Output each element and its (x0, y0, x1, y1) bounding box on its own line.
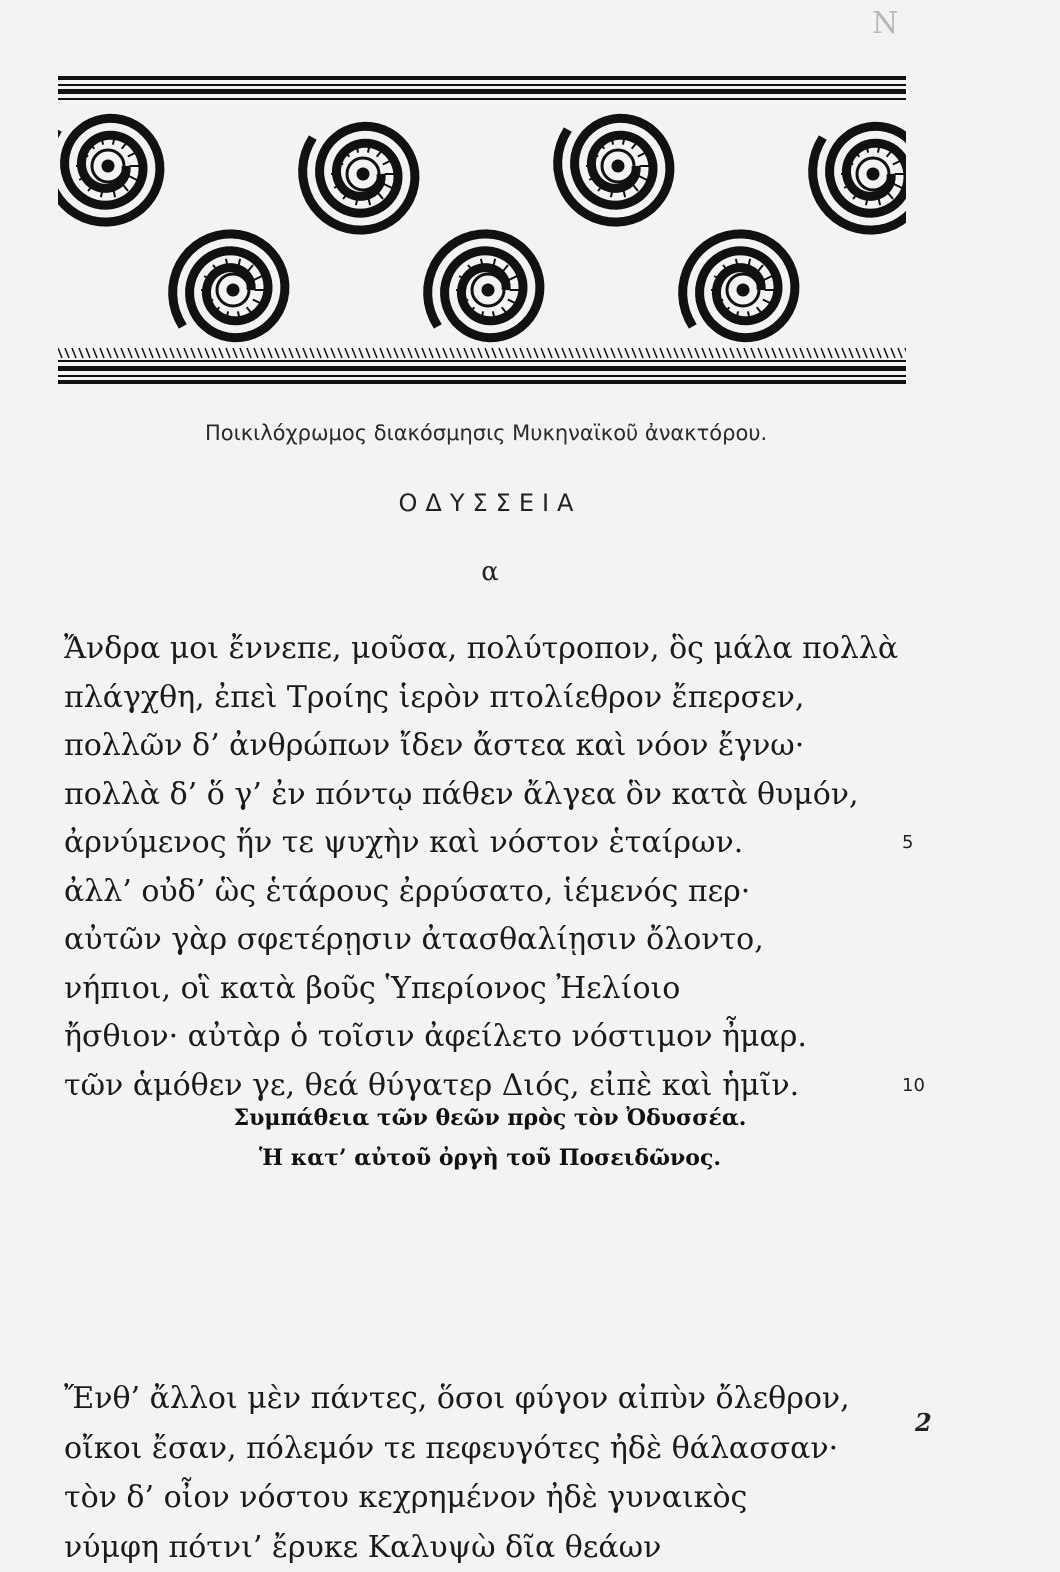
hatch-mark (121, 348, 125, 358)
hatch-mark (254, 348, 258, 358)
hatch-mark (555, 348, 559, 358)
hatch-mark (436, 348, 440, 358)
rosette-ray (887, 191, 893, 199)
hatch-mark (226, 348, 230, 358)
hatch-mark (884, 348, 888, 358)
hatch-mark (583, 348, 587, 358)
verse-line: πολλὰ δ’ ὅ γ’ ἐν πόντῳ πάθεν ἄλγεα ὃν κατὰ θυμόν, (64, 771, 924, 820)
hatch-mark (863, 348, 867, 358)
hatch-mark (534, 348, 538, 358)
page-number: 2 (915, 1408, 932, 1437)
verse-line: ἀλλ’ οὐδ’ ὣς ἑτάρους ἐρρύσατο, ἱέμενός περ· (64, 868, 924, 917)
hatch-mark (478, 348, 482, 358)
rosette-ray (757, 265, 763, 273)
verse-line: τῶν ἁμόθεν γε, θεά θύγατερ Διός, εἰπὲ καὶ ἡμῖν. 10 (64, 1062, 924, 1111)
hatch-mark (317, 348, 321, 358)
hatch-mark (709, 348, 713, 358)
hatch-mark (576, 348, 580, 358)
hatch-mark (562, 348, 566, 358)
rosette-center (357, 168, 369, 180)
rosette-ray (638, 176, 647, 180)
verse-line: ἀρνύμενος ἥν τε ψυχὴν καὶ νόστον ἑταίρων. 5 (64, 819, 924, 868)
hatch-mark (58, 348, 62, 358)
rosette-ray (253, 276, 262, 280)
hatch-mark (688, 348, 692, 358)
hatch-mark (156, 348, 160, 358)
hatch-mark (240, 348, 244, 358)
hatch-mark (597, 348, 601, 358)
hatch-mark (331, 348, 335, 358)
hatch-mark (730, 348, 734, 358)
rosette-ray (377, 191, 383, 199)
hatch-mark (849, 348, 853, 358)
hatch-mark (758, 348, 762, 358)
spiral-stroke (813, 126, 906, 230)
rosette-ray (763, 276, 772, 280)
hatch-mark (898, 348, 902, 358)
hatch-mark (212, 348, 216, 358)
hatch-mark (800, 348, 804, 358)
rosette-center (737, 284, 749, 296)
verse-line: νήπιοι, οἳ κατὰ βοῦς Ὑπερίονος Ἠελίοιο (64, 965, 924, 1014)
proem-verses (64, 625, 924, 1110)
rosette-center (612, 160, 624, 172)
hatch-mark (296, 348, 300, 358)
hatch-mark (373, 348, 377, 358)
hatch-mark (541, 348, 545, 358)
hatch-mark (163, 348, 167, 358)
hatch-mark (842, 348, 846, 358)
hatch-mark (219, 348, 223, 358)
hatch-mark (282, 348, 286, 358)
hatch-mark (786, 348, 790, 358)
hatch-mark (611, 348, 615, 358)
hatch-mark (247, 348, 251, 358)
hatch-mark (135, 348, 139, 358)
hatch-mark (450, 348, 454, 358)
hatch-mark (807, 348, 811, 358)
hatch-mark (485, 348, 489, 358)
hatch-mark (520, 348, 524, 358)
hatch-mark (835, 348, 839, 358)
continuation-verses (64, 1374, 924, 1572)
line-number: 5 (902, 819, 913, 868)
hatch-mark (492, 348, 496, 358)
hatch-mark (695, 348, 699, 358)
hatch-mark (513, 348, 517, 358)
corner-mark: N (872, 6, 898, 41)
hatch-mark (100, 348, 104, 358)
rosette-ray (383, 184, 392, 188)
hatch-mark (324, 348, 328, 358)
poem-title: ΟΔΥΣΣΕΙΑ (0, 489, 980, 517)
hatch-mark (653, 348, 657, 358)
hatch-mark (744, 348, 748, 358)
hatch-mark (618, 348, 622, 358)
hatch-mark (387, 348, 391, 358)
hatch-mark (198, 348, 202, 358)
hatch-mark (268, 348, 272, 358)
hatch-mark (772, 348, 776, 358)
book-letter: α (0, 557, 980, 587)
hatch-mark (870, 348, 874, 358)
hatch-mark (261, 348, 265, 358)
hatch-mark (639, 348, 643, 358)
hatch-mark (506, 348, 510, 358)
hatch-mark (177, 348, 181, 358)
verse-line: πλάγχθη, ἐπεὶ Τροίης ἱερὸν πτολίεθρον ἔπερσεν, (64, 674, 924, 723)
hatch-mark (814, 348, 818, 358)
hatch-mark (681, 348, 685, 358)
hatch-mark (401, 348, 405, 358)
rosette-center (867, 168, 879, 180)
verse-line: τὸν δ’ οἶον νόστου κεχρημένον ἠδὲ γυναικὸς (64, 1473, 924, 1523)
hatch-mark (72, 348, 76, 358)
hatch-mark (891, 348, 895, 358)
hatch-mark (366, 348, 370, 358)
verse-line: οἴκοι ἔσαν, πόλεμόν τε πεφευγότες ἠδὲ θάλασσαν· (64, 1424, 924, 1474)
hatch-mark (471, 348, 475, 358)
hatch-mark (499, 348, 503, 358)
hatch-mark (184, 348, 188, 358)
hatch-mark (205, 348, 209, 358)
hatch-mark (590, 348, 594, 358)
hatch-mark (359, 348, 363, 358)
rosette-ray (128, 176, 137, 180)
hatch-mark (345, 348, 349, 358)
hatch-mark (128, 348, 132, 358)
rosette-ray (893, 184, 902, 188)
hatch-mark (877, 348, 881, 358)
hatch-mark (821, 348, 825, 358)
section-heading-line-1: Συμπάθεια τῶν θεῶν πρὸς τὸν Ὀδυσσέα. (0, 1105, 980, 1131)
rosette-center (227, 284, 239, 296)
verse-line: ἤσθιον· αὐτὰρ ὁ τοῖσιν ἀφείλετο νόστιμον ἦμαρ. (64, 1013, 924, 1062)
hatch-mark (422, 348, 426, 358)
hatch-mark (457, 348, 461, 358)
hatch-mark (65, 348, 69, 358)
hatch-mark (779, 348, 783, 358)
ornament-caption: Ποικιλόχρωμος διακόσμησις Μυκηναϊκοῦ ἀνακτόρου. (205, 421, 767, 445)
hatch-mark (548, 348, 552, 358)
rosette-ray (508, 276, 517, 280)
hatch-mark (79, 348, 83, 358)
hatch-mark (275, 348, 279, 358)
hatch-mark (289, 348, 293, 358)
hatch-mark (86, 348, 90, 358)
hatch-mark (93, 348, 97, 358)
hatch-mark (114, 348, 118, 358)
hatch-mark (856, 348, 860, 358)
rosette-ray (122, 183, 128, 191)
hatch-mark (415, 348, 419, 358)
hatch-mark (429, 348, 433, 358)
hatch-mark (765, 348, 769, 358)
hatch-mark (303, 348, 307, 358)
hatch-mark (793, 348, 797, 358)
hatch-mark (702, 348, 706, 358)
verse-line: πολλῶν δ’ ἀνθρώπων ἴδεν ἄστεα καὶ νόον ἔγνω· (64, 722, 924, 771)
hatch-mark (632, 348, 636, 358)
hatch-mark (408, 348, 412, 358)
rosette-center (482, 284, 494, 296)
hatch-mark (191, 348, 195, 358)
section-heading-line-2: Ἡ κατ’ αὐτοῦ ὀργὴ τοῦ Ποσειδῶνος. (0, 1145, 980, 1171)
hatch-mark (464, 348, 468, 358)
rosette-center (102, 160, 114, 172)
hatch-mark (828, 348, 832, 358)
verse-line: αὐτῶν γὰρ σφετέρῃσιν ἀτασθαλίῃσιν ὄλοντο, (64, 916, 924, 965)
hatch-mark (569, 348, 573, 358)
hatch-mark (625, 348, 629, 358)
hatch-mark (674, 348, 678, 358)
hatch-mark (905, 348, 906, 358)
hatch-mark (723, 348, 727, 358)
verse-line: νύμφη πότνι’ ἔρυκε Καλυψὼ δῖα θεάων (64, 1523, 924, 1572)
hatch-mark (394, 348, 398, 358)
verse-line: Ἔνθ’ ἄλλοι μὲν πάντες, ὅσοι φύγον αἰπὺν ὄλεθρον, (64, 1374, 924, 1424)
rosette-ray (502, 265, 508, 273)
hatch-mark (170, 348, 174, 358)
hatch-mark (443, 348, 447, 358)
hatch-mark (737, 348, 741, 358)
hatch-mark (646, 348, 650, 358)
hatch-mark (310, 348, 314, 358)
rosette-ray (632, 183, 638, 191)
hatch-mark (149, 348, 153, 358)
hatch-mark (660, 348, 664, 358)
hatch-mark (527, 348, 531, 358)
hatch-mark (142, 348, 146, 358)
hatch-mark (352, 348, 356, 358)
hatch-mark (380, 348, 384, 358)
hatch-mark (667, 348, 671, 358)
hatch-mark (604, 348, 608, 358)
rosette-ray (247, 265, 253, 273)
hatch-mark (751, 348, 755, 358)
hatch-mark (233, 348, 237, 358)
hatch-mark (107, 348, 111, 358)
hatch-mark (338, 348, 342, 358)
mycenaean-frieze-ornament (58, 76, 906, 386)
line-number: 10 (902, 1062, 925, 1111)
verse-line: Ἄνδρα μοι ἔννεπε, μοῦσα, πολύτροπον, ὃς μάλα πολλὰ (64, 625, 924, 674)
hatch-mark (716, 348, 720, 358)
